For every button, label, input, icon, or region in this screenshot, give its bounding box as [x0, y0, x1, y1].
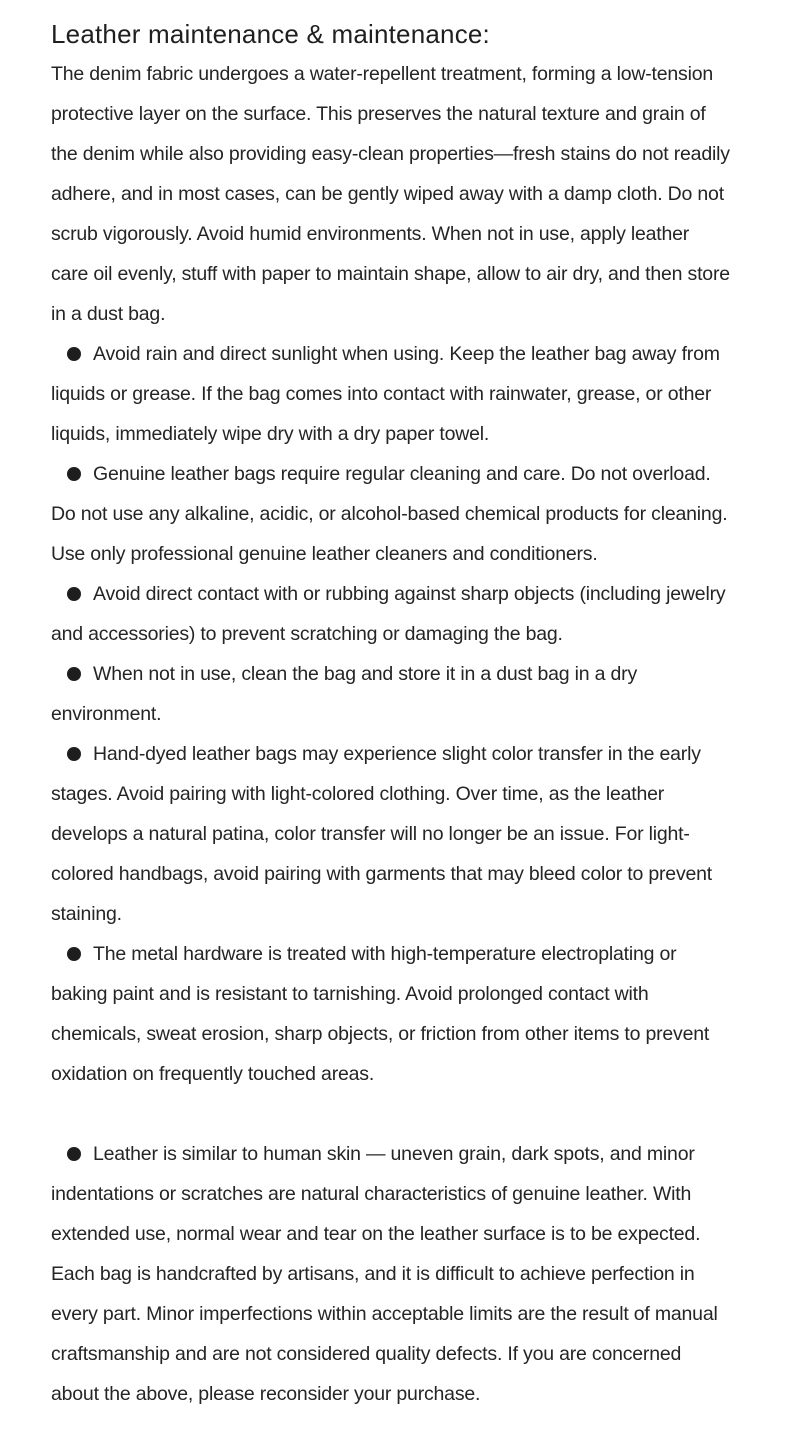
bullet-icon — [67, 947, 81, 961]
bullet-icon — [67, 467, 81, 481]
bullet-icon — [67, 587, 81, 601]
bullet-text: Avoid direct contact with or rubbing against sharp objects (including jewelry and accessories) to prevent scratching or damaging the bag. — [51, 583, 726, 645]
care-instructions — [51, 14, 731, 1414]
bullet-text: Leather is similar to human skin — uneven grain, dark spots, and minor indentations or scratches are natural characteristics of genuine leather. With extended use, normal wear and tear on the leather surface is to be expected. Each bag is handcrafted by artisans, and it is difficult to achieve perfection in every part. Minor imperfections within acceptable limits are the result of manual craftsmanship and are not considered quality defects. If you are concerned about the above, please reconsider your purchase. — [51, 1143, 718, 1405]
page-title: Leather maintenance & maintenance: — [51, 19, 490, 49]
bullet-item-rain-sunlight — [51, 334, 731, 454]
bullet-item-color-transfer — [51, 734, 731, 934]
bullet-icon — [67, 667, 81, 681]
spacer — [51, 1094, 731, 1134]
bullet-text: The metal hardware is treated with high-temperature electroplating or baking paint and is resistant to tarnishing. Avoid prolonged contact with chemicals, sweat erosion, sharp objects, or friction from other items to prevent oxidation on frequently touched areas. — [51, 943, 710, 1085]
intro-paragraph: The denim fabric undergoes a water-repellent treatment, forming a low-tension protective layer on the surface. This preserves the natural texture and grain of the denim while also providing easy-clean properties—fresh stains do not readily adhere, and in most cases, can be gently wiped away with a damp cloth. Do not scrub vigorously. Avoid humid environments. When not in use, apply leather care oil evenly, stuff with paper to maintain shape, allow to air dry, and then store in a dust bag. — [51, 63, 730, 325]
bullet-item-storage — [51, 654, 731, 734]
bullet-icon — [67, 747, 81, 761]
bullet-icon — [67, 1147, 81, 1161]
bullet-item-natural-characteristics — [51, 1134, 731, 1414]
bullet-text: Genuine leather bags require regular cleaning and care. Do not overload. Do not use any alkaline, acidic, or alcohol-based chemical products for cleaning. Use only professional genuine leather cleaners and conditioners. — [51, 463, 728, 565]
bullet-item-sharp-objects — [51, 574, 731, 654]
bullet-icon — [67, 347, 81, 361]
bullet-text: When not in use, clean the bag and store it in a dust bag in a dry environment. — [51, 663, 637, 725]
bullet-text: Avoid rain and direct sunlight when using. Keep the leather bag away from liquids or grease. If the bag comes into contact with rainwater, grease, or other liquids, immediately wipe dry with a dry paper towel. — [51, 343, 720, 445]
bullet-item-metal-hardware — [51, 934, 731, 1094]
bullet-text: Hand-dyed leather bags may experience slight color transfer in the early stages. Avoid pairing with light-colored clothing. Over time, as the leather develops a natural patina, color transfer will no longer be an issue. For light-colored handbags, avoid pairing with garments that may bleed color to prevent staining. — [51, 743, 712, 925]
bullet-item-cleaning — [51, 454, 731, 574]
